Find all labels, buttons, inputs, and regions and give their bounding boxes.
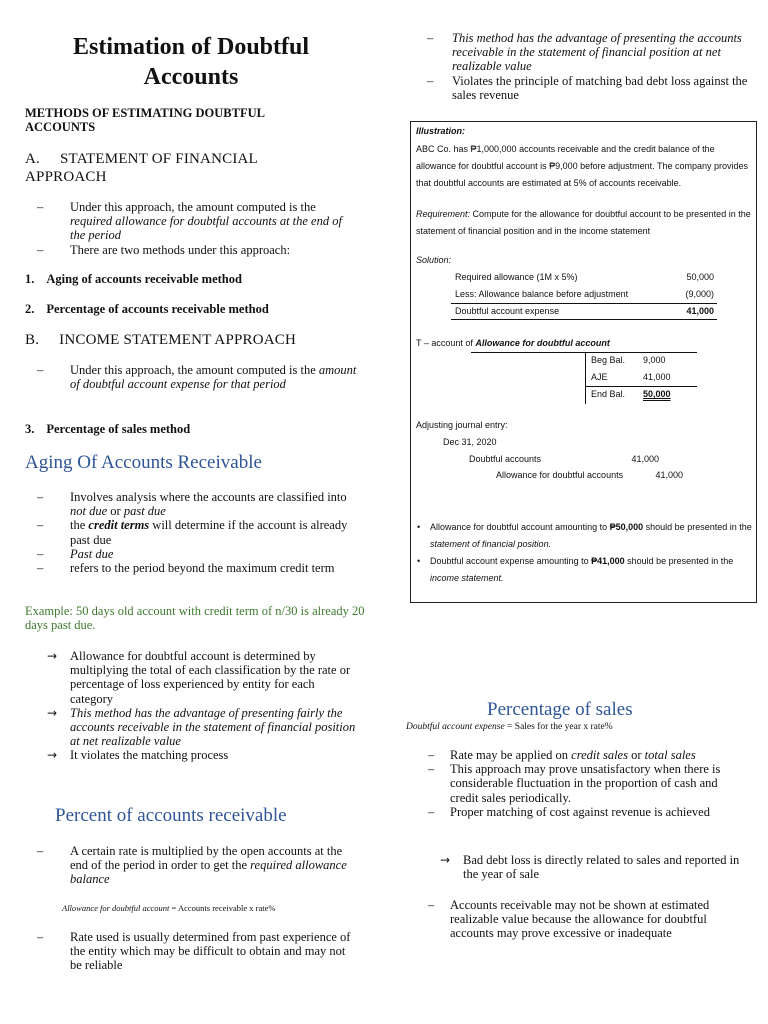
amount: ₱41,000 <box>591 556 625 566</box>
t-account-total-rule <box>585 386 697 387</box>
dash-icon: – <box>428 762 435 777</box>
section-b-label: B. <box>25 332 40 348</box>
list-item <box>407 31 752 74</box>
aje-label: Adjusting journal entry: <box>416 420 508 430</box>
formula-text: = Sales for the year x rate% <box>504 722 613 732</box>
text: Accounts receivable may not be shown at estimated realizable value because the allowance for doubtful accounts may prove excessive or inadequate <box>450 898 710 941</box>
percent-ar-heading: Percent of accounts receivable <box>55 805 287 826</box>
list-item <box>25 844 360 887</box>
aje-credit-account: Allowance for doubtful accounts <box>496 470 624 480</box>
text: Involves analysis where the accounts are classified into <box>70 490 347 504</box>
t-account-title <box>416 338 610 348</box>
section-b-heading <box>25 331 355 349</box>
illustration-box <box>410 121 757 603</box>
list-item <box>405 762 745 805</box>
aje-debit-value: 41,000 <box>631 454 659 464</box>
list-item <box>405 748 745 762</box>
list-item <box>405 805 745 819</box>
illustration-conclusion-1 <box>417 519 752 553</box>
solution-row-3-label: Doubtful account expense <box>455 306 560 316</box>
aging-heading: Aging Of Accounts Receivable <box>25 452 262 473</box>
t-account-beg-value: 9,000 <box>643 355 666 365</box>
illustration-label: Illustration: <box>416 126 465 136</box>
list-item <box>25 930 360 973</box>
requirement-text: Compute for the allowance for doubtful account to be presented in the statement of financial position and in the income statement <box>416 209 751 236</box>
t-account-title-emphasis: Allowance for doubtful account <box>475 338 610 348</box>
list-item <box>405 898 745 941</box>
method-2-number: 2. <box>25 302 35 316</box>
t-account-aje-label: AJE <box>591 372 608 382</box>
formula-text: = Accounts receivable x rate% <box>169 903 276 913</box>
t-account-top-rule <box>471 352 697 353</box>
method-1 <box>25 272 242 287</box>
amount: ₱50,000 <box>609 522 644 532</box>
emphasis: statement of financial position. <box>430 539 552 549</box>
dash-icon: – <box>37 490 44 504</box>
dash-icon: – <box>427 31 434 45</box>
method-3 <box>25 422 190 437</box>
dash-icon: – <box>37 242 44 257</box>
emphasis: amount of doubtful account expense for that period <box>70 363 357 392</box>
illustration-text: ABC Co. has ₱1,000,000 accounts receivable and the credit balance of the allowance for doubtful account is ₱9,000 before adjustment. The company provides that doubtful accounts are estimated at 5% of accounts receivable. <box>416 144 749 188</box>
dash-icon: – <box>427 73 434 88</box>
solution-row-2-label: Less: Allowance balance before adjustment <box>455 289 629 299</box>
solution-rule-bottom <box>451 319 717 320</box>
solution-row-1-label: Required allowance (1M x 5%) <box>455 272 578 282</box>
text: There are two methods under this approach: <box>70 242 291 257</box>
list-item <box>25 748 360 762</box>
arrow-icon: → <box>47 705 58 720</box>
emphasis: This method has the advantage of presenting fairly the accounts receivable in the statement of financial position at net realizable value <box>70 705 356 749</box>
list-item <box>25 490 360 518</box>
aging-arrows <box>25 649 360 763</box>
sales-formula <box>406 722 613 732</box>
dash-icon: – <box>428 748 435 762</box>
list-item <box>25 200 360 243</box>
text: Rate used is usually determined from past experience of the entity which may be difficult to obtain and may not be reliable <box>70 930 351 973</box>
text: or <box>627 748 645 762</box>
dash-icon: – <box>428 804 435 819</box>
text: Under this approach, the amount computed is the <box>70 363 319 377</box>
text: the <box>70 518 89 533</box>
text: Proper matching of cost against revenue is achieved <box>450 804 710 819</box>
formula-label: Doubtful account expense <box>406 722 505 732</box>
text: Bad debt loss is directly related to sales and reported in the year of sale <box>463 853 740 882</box>
percent-ar-bullet-2 <box>25 930 360 973</box>
sales-bullet-last <box>405 898 745 941</box>
text: Violates the principle of matching bad debt loss against the sales revenue <box>452 73 748 102</box>
method-3-number: 3. <box>25 422 35 436</box>
emphasis: required allowance balance <box>70 858 347 887</box>
method-1-label: Aging of accounts receivable method <box>46 272 242 286</box>
illustration-conclusion-2 <box>417 553 752 587</box>
aje-date: Dec 31, 2020 <box>443 437 497 447</box>
text: Allowance for doubtful account amounting to <box>430 522 610 532</box>
list-item <box>25 518 360 546</box>
emphasis: total sales <box>644 748 696 762</box>
text: Doubtful account expense amounting to <box>430 556 592 566</box>
dash-icon: – <box>37 844 44 858</box>
aje-credit-value: 41,000 <box>655 470 683 480</box>
list-item <box>407 74 752 102</box>
dash-icon: – <box>37 518 44 533</box>
emphasis: income statement. <box>430 573 504 583</box>
sales-arrow-item <box>418 853 743 881</box>
emphasis: not due <box>70 504 108 519</box>
solution-rule-top <box>451 303 717 304</box>
list-item <box>418 853 743 881</box>
text: A certain rate is multiplied by the open accounts at the end of the period in order to get the <box>70 844 343 873</box>
text: or <box>107 504 124 519</box>
text: Under this approach, the amount computed is the <box>70 200 316 214</box>
t-account-end-value: 50,000 <box>643 389 671 399</box>
t-account-title-text: T – account of <box>416 338 476 348</box>
aging-bullets <box>25 490 360 575</box>
requirement-label: Requirement: <box>416 209 471 219</box>
text: will determine if the account is already past due <box>70 518 348 547</box>
solution-label: Solution: <box>416 255 452 265</box>
bullet-icon: • <box>417 556 421 566</box>
section-a-label: A. <box>25 151 40 167</box>
list-item <box>25 363 360 391</box>
sales-bullets <box>405 748 745 819</box>
bullet-icon: • <box>417 522 421 532</box>
solution-row-2-value: (9,000) <box>685 289 714 299</box>
arrow-icon: → <box>440 853 451 867</box>
text: Allowance for doubtful account is determined by multiplying the total of each classification by the rate or percentage of loss experienced by entity for each category <box>70 649 351 706</box>
list-item <box>25 547 360 561</box>
formula-label: Allowance for doubtful account <box>62 903 170 913</box>
section-a-bullets <box>25 200 360 257</box>
emphasis: required allowance for doubtful accounts at the end of the period <box>70 214 342 243</box>
emphasis: Past due <box>70 546 114 561</box>
method-2 <box>25 302 269 317</box>
dash-icon: – <box>37 546 44 561</box>
method-2-label: Percentage of accounts receivable method <box>46 302 269 316</box>
arrow-icon: → <box>47 748 58 763</box>
top-right-bullets <box>407 31 752 102</box>
percent-ar-formula <box>62 903 275 913</box>
list-item <box>25 706 360 749</box>
text: It violates the matching process <box>70 748 229 763</box>
text: Rate may be applied on <box>450 748 572 762</box>
t-account-end-label: End Bal. <box>591 389 626 399</box>
solution-row-1-value: 50,000 <box>686 272 714 282</box>
text: should be presented in the <box>643 522 752 532</box>
emphasis: credit sales <box>571 748 628 762</box>
requirement <box>416 206 751 240</box>
emphasis: This method has the advantage of presenting the accounts receivable in the statement of financial position at net realizable value <box>452 31 742 74</box>
dash-icon: – <box>37 363 44 377</box>
page-title: Estimation of Doubtful Accounts <box>72 34 310 90</box>
emphasis: past due <box>123 504 166 519</box>
aje-debit-account: Doubtful accounts <box>469 454 542 464</box>
dash-icon: – <box>428 898 435 912</box>
method-3-label: Percentage of sales method <box>46 422 191 436</box>
section-a-heading <box>25 150 325 186</box>
solution-row-3-value: 41,000 <box>686 306 714 316</box>
dash-icon: – <box>37 561 44 576</box>
methods-heading: METHODS OF ESTIMATING DOUBTFUL ACCOUNTS <box>25 106 265 134</box>
method-1-number: 1. <box>25 272 35 286</box>
percent-ar-bullet-1 <box>25 844 360 887</box>
dash-icon: – <box>37 930 44 944</box>
aging-example: Example: 50 days old account with credit term of n/30 is already 20 days past due. <box>25 604 365 633</box>
emphasis: credit terms <box>88 518 150 533</box>
section-a-title: STATEMENT OF FINANCIAL APPROACH <box>25 151 258 185</box>
section-b-title: INCOME STATEMENT APPROACH <box>59 332 297 348</box>
text: refers to the period beyond the maximum credit term <box>70 561 335 576</box>
arrow-icon: → <box>47 649 58 663</box>
dash-icon: – <box>37 200 44 214</box>
list-item <box>25 649 360 706</box>
t-account-aje-value: 41,000 <box>643 372 671 382</box>
text: This approach may prove unsatisfactory when there is considerable fluctuation in the proportion of cash and credit sales periodically. <box>450 762 721 805</box>
list-item <box>25 243 360 257</box>
list-item <box>25 561 360 575</box>
section-b-bullets <box>25 363 360 391</box>
sales-heading: Percentage of sales <box>487 699 633 720</box>
t-account-divider <box>585 352 586 404</box>
text: should be presented in the <box>624 556 734 566</box>
t-account-beg-label: Beg Bal. <box>591 355 626 365</box>
